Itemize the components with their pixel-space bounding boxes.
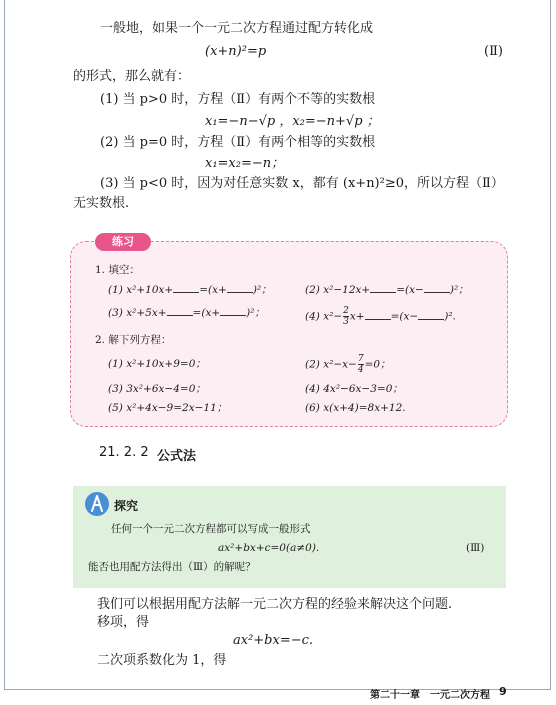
intro-equation: (x+n)²=p bbox=[205, 44, 267, 59]
intro-line-2: 的形式，那么就有： bbox=[73, 69, 191, 84]
section-title: 公式法 bbox=[157, 449, 197, 464]
body-line-1: 我们可以根据用配方法解一元二次方程的经验来解决这个问题. bbox=[97, 597, 453, 612]
q2-item-4: (4) 4x²−6x−3=0； bbox=[305, 383, 403, 395]
case-2: (2) 当 p=0 时，方程（Ⅱ）有两个相等的实数根 bbox=[100, 135, 376, 150]
explore-heading: 探究 bbox=[114, 499, 139, 513]
body-line-3: 二次项系数化为 1，得 bbox=[97, 653, 227, 668]
case-3-line-2: 无实数根. bbox=[73, 196, 130, 211]
question-2: 2. 解下列方程： bbox=[95, 334, 172, 346]
explore-compass-icon bbox=[85, 492, 109, 516]
explore-line-1: 任何一个一元二次方程都可以写成一般形式 bbox=[111, 523, 311, 535]
answer-blank[interactable] bbox=[173, 283, 199, 293]
case-1: (1) 当 p>0 时，方程（Ⅱ）有两个不等的实数根 bbox=[100, 92, 376, 107]
answer-blank[interactable] bbox=[220, 306, 246, 316]
answer-blank[interactable] bbox=[424, 283, 450, 293]
explore-equation: ax²+bx+c=0(a≠0). bbox=[218, 542, 320, 554]
body-equation: ax²+bx=−c. bbox=[233, 633, 314, 648]
explore-line-2: 能否也用配方法得出（Ⅲ）的解呢？ bbox=[88, 561, 256, 573]
answer-blank[interactable] bbox=[167, 306, 193, 316]
practice-badge: 练习 bbox=[95, 233, 151, 251]
fraction: $\frac{7}{4}$ bbox=[357, 354, 364, 375]
case-3-line-1: (3) 当 p<0 时，因为对任意实数 x，都有 (x+n)²≥0，所以方程（Ⅱ） bbox=[100, 176, 504, 191]
q1-item-1: (1) x²+10x+ =(x+ )²； bbox=[108, 284, 272, 296]
question-1: 1. 填空： bbox=[95, 264, 140, 276]
answer-blank[interactable] bbox=[227, 283, 253, 293]
page-frame-right bbox=[550, 0, 551, 690]
q2-item-2: (2) x²−x− $\frac{7}{4}$ =0； bbox=[305, 354, 391, 375]
body-line-2: 移项，得 bbox=[97, 615, 150, 630]
page-frame-left bbox=[4, 0, 5, 690]
fraction: $\frac{2}{3}$ bbox=[343, 306, 349, 327]
q1-item-3: (3) x²+5x+ =(x+ )²； bbox=[108, 307, 265, 319]
intro-line-1: 一般地，如果一个一元二次方程通过配方转化成 bbox=[100, 21, 374, 36]
q1-item-4: (4) x²− $\frac{2}{3}$ x+ =(x− )². bbox=[305, 306, 456, 327]
q2-item-1: (1) x²+10x+9=0； bbox=[108, 358, 206, 370]
answer-blank[interactable] bbox=[418, 310, 444, 320]
q2-item-5: (5) x²+4x−9=2x−11； bbox=[108, 402, 228, 414]
case-1-roots: x₁=−n−√p ，x₂=−n+√p ； bbox=[205, 114, 380, 129]
footer-chapter: 第二十一章 一元二次方程 bbox=[370, 690, 490, 701]
answer-blank[interactable] bbox=[365, 310, 391, 320]
case-2-roots: x₁=x₂=−n； bbox=[205, 156, 285, 171]
equation-label-3: (Ⅲ) bbox=[466, 542, 485, 554]
q1-item-2: (2) x²−12x+ =(x− )²； bbox=[305, 284, 469, 296]
q2-item-3: (3) 3x²+6x−4=0； bbox=[108, 383, 206, 395]
section-number: 21. 2. 2 bbox=[99, 445, 149, 460]
answer-blank[interactable] bbox=[370, 283, 396, 293]
page-number: 9 bbox=[499, 685, 507, 698]
equation-label-2: (Ⅱ) bbox=[484, 44, 503, 59]
q2-item-6: (6) x(x+4)=8x+12. bbox=[305, 402, 406, 414]
